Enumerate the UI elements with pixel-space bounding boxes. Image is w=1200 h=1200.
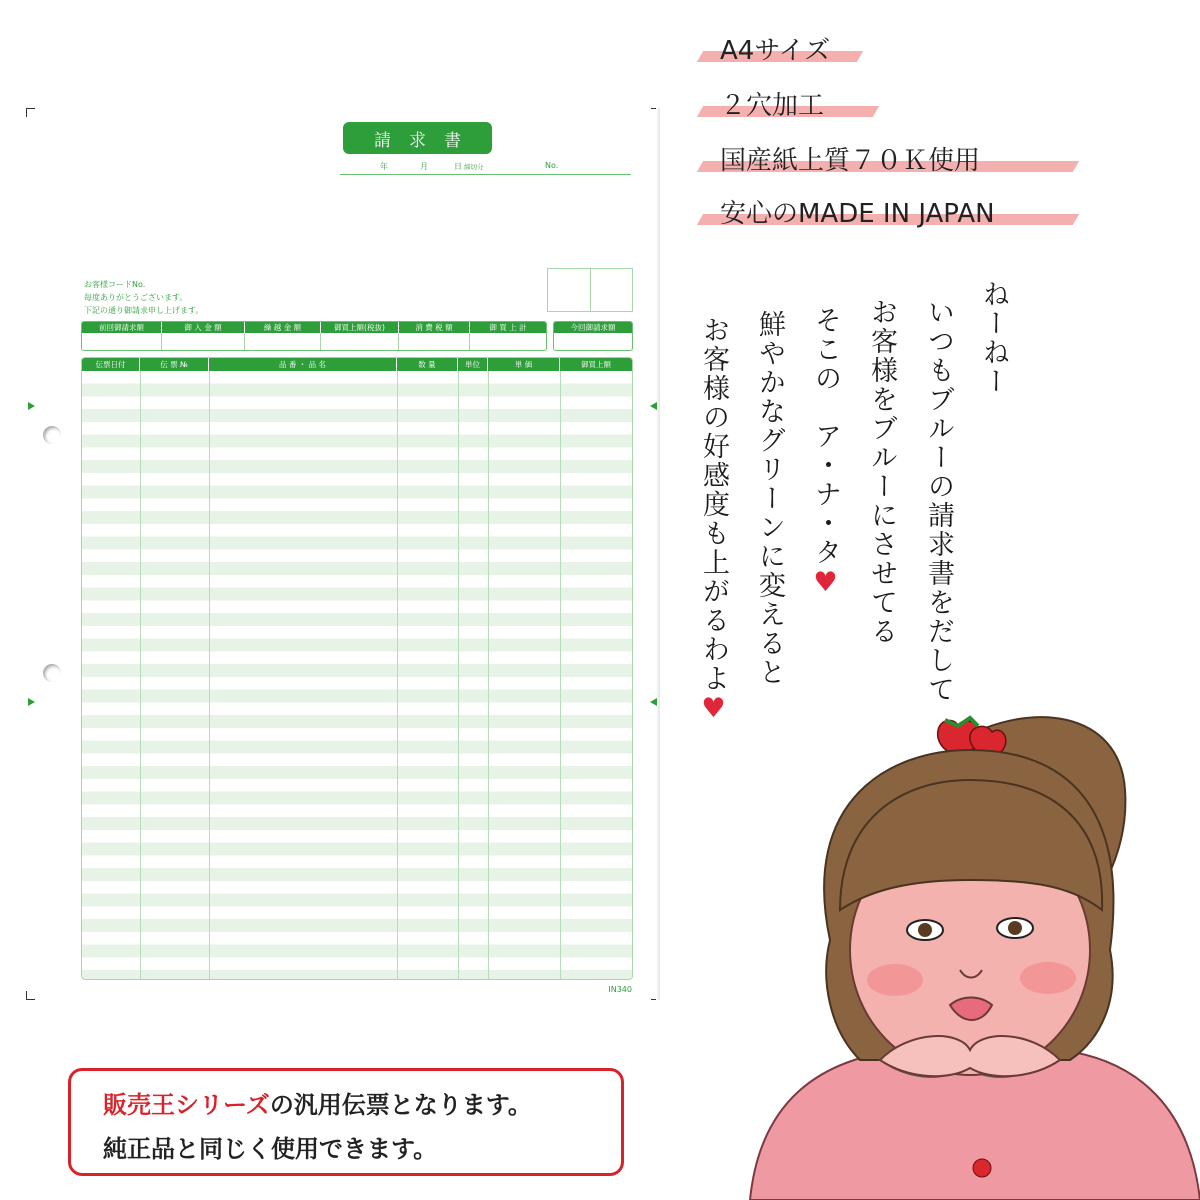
speech-line: いつもブルーの請求書をだして: [923, 298, 954, 704]
detail-header: 単位: [458, 358, 488, 371]
summary-header: 繰 越 金 額: [245, 322, 321, 333]
crop-mark: [26, 991, 35, 1000]
invoice-title: 請求書: [343, 122, 492, 154]
date-line: [340, 161, 631, 175]
sheet-shadow: [656, 108, 660, 1000]
arrow-left-icon: [650, 402, 657, 410]
summary-header: 御 入 金 額: [162, 322, 245, 333]
greeting-line-2: 下記の通り御請求申し上げます。: [84, 306, 204, 315]
form-code: IN340: [608, 985, 632, 994]
current-amount-box: [553, 321, 633, 351]
speech-line: お客様をブルーにさせてる: [866, 298, 897, 646]
arrow-right-icon: [28, 402, 35, 410]
arrow-right-icon: [28, 698, 35, 706]
feature-item: 国産紙上質７０Ｋ使用: [700, 140, 980, 174]
day-label: 日: [454, 162, 462, 171]
greeting-line-1: 毎度ありがとうございます。: [84, 293, 188, 302]
summary-header: 御買上額(税抜): [321, 322, 399, 333]
stamp-box: [547, 268, 633, 312]
detail-header: 品 番 ・ 品 名: [209, 358, 397, 371]
detail-header: 数 量: [397, 358, 458, 371]
feature-item: 安心のMADE IN JAPAN: [700, 193, 995, 227]
feature-item: A4サイズ: [700, 30, 830, 64]
heart-icon: ♥: [810, 567, 841, 600]
note-line-2: 純正品と同じく使用できます。: [103, 1135, 438, 1163]
cutoff-label: 締切分: [464, 163, 484, 171]
detail-table: [81, 357, 633, 980]
speech-line: そこの ア・ナ・タ♥: [810, 306, 841, 600]
note-line-1: 販売王シリーズの汎用伝票となります。: [103, 1091, 532, 1119]
detail-header: 伝 票 №: [140, 358, 209, 371]
feature-item: ２穴加工: [700, 85, 824, 119]
crop-mark: [26, 108, 35, 117]
speech-line: 鮮やかなグリーンに変えると: [754, 310, 785, 687]
summary-header: 消 費 税 額: [399, 322, 470, 333]
compatibility-note: [68, 1068, 624, 1176]
year-label: 年: [380, 162, 388, 171]
detail-header: 御買上額: [581, 360, 611, 369]
summary-header: 前回御請求額: [82, 322, 162, 333]
detail-header: 伝票日付: [82, 358, 140, 371]
girl-illustration: [730, 680, 1200, 1200]
speech-line: お客様の好感度も上がるわよ♥: [698, 316, 729, 726]
punch-hole: [43, 664, 61, 682]
summary-table: [81, 321, 547, 351]
heart-icon: ♥: [698, 693, 729, 726]
month-label: 月: [420, 162, 428, 171]
current-amount-header: 今回御請求額: [554, 322, 632, 333]
invoice-sheet: [26, 108, 660, 1000]
punch-hole: [43, 426, 61, 444]
summary-header: 御 買 上 計: [489, 323, 527, 332]
customer-code-label: お客様コードNo.: [84, 280, 146, 289]
detail-header: 単 価: [488, 358, 560, 371]
arrow-left-icon: [650, 698, 657, 706]
number-label: No.: [545, 161, 559, 170]
strawberry-icon: [973, 1159, 991, 1177]
speech-line: ねーねー: [978, 280, 1009, 396]
detail-rows: [82, 371, 632, 979]
